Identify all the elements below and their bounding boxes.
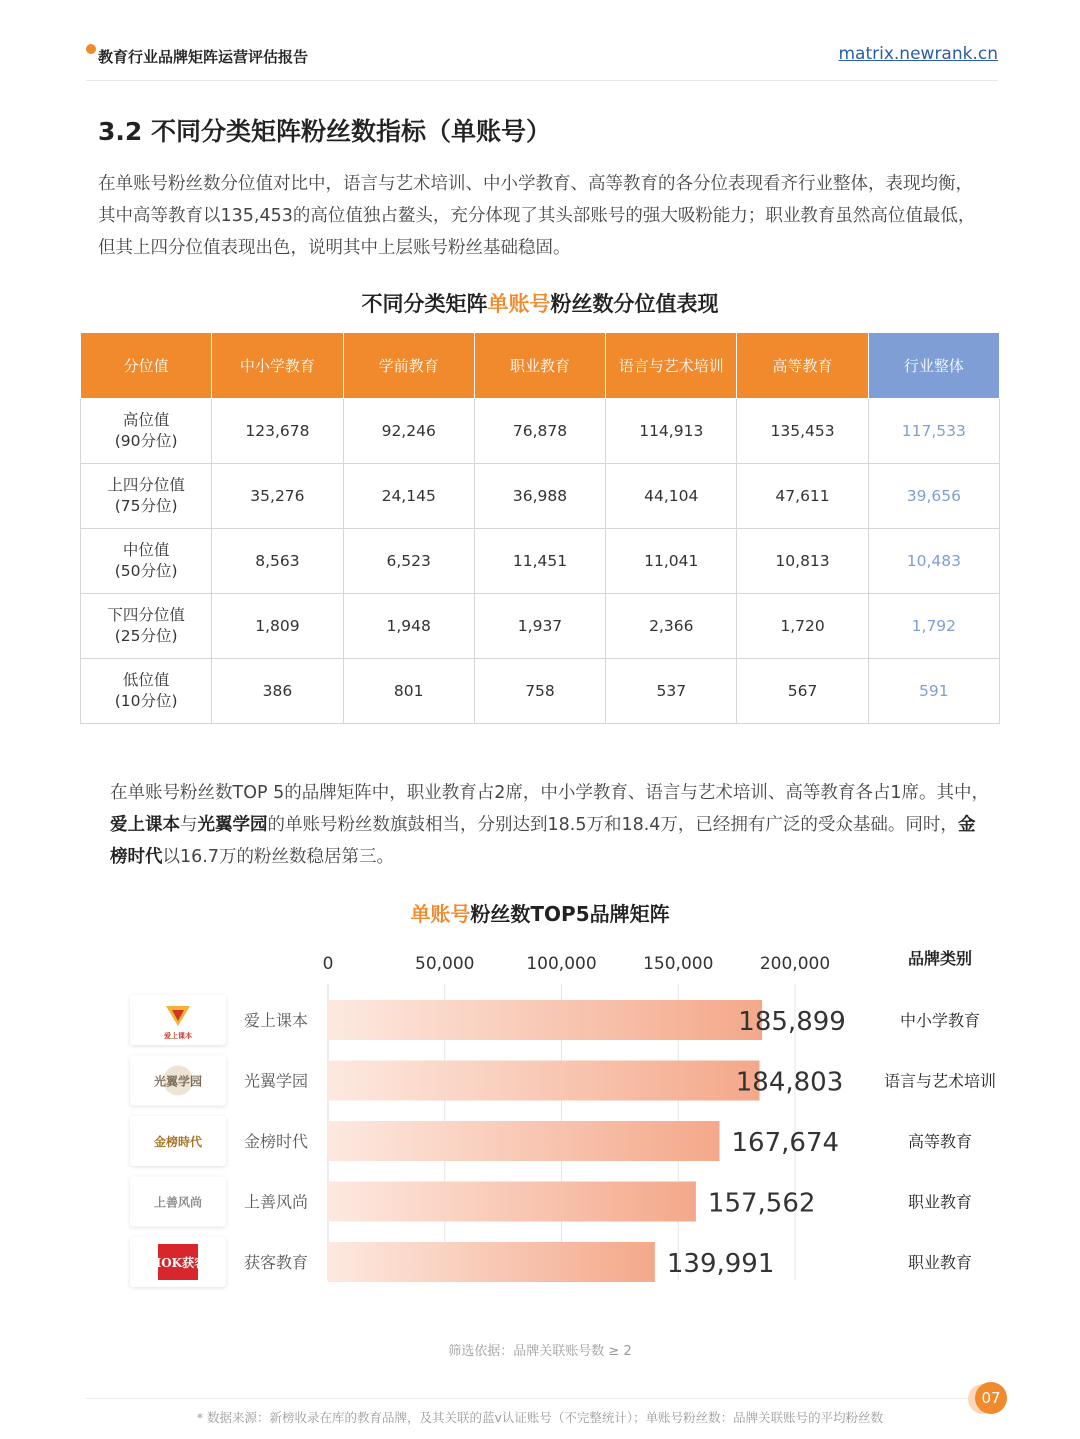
- table-cell: 11,041: [606, 529, 737, 594]
- table-title-suffix: 粉丝数分位值表现: [550, 292, 719, 316]
- table-row: [81, 399, 1000, 464]
- table-cell-overall: 10,483: [868, 529, 999, 594]
- table-header-cell: 高等教育: [737, 333, 868, 399]
- row-label-name: 中位值: [122, 541, 170, 559]
- table-row: [81, 659, 1000, 724]
- row-label: [81, 659, 212, 724]
- table-header-row: [81, 333, 1000, 399]
- top5-bar-chart: [0, 940, 1080, 1335]
- brand-logo-text: 光翼学园: [153, 1074, 203, 1089]
- bar-value-label: 157,562: [707, 1188, 816, 1219]
- section-title: 3.2 不同分类矩阵粉丝数指标（单账号）: [98, 117, 551, 146]
- bar-value-label: 184,803: [735, 1067, 844, 1098]
- percentile-table: [80, 332, 1000, 724]
- table-row: [81, 594, 1000, 659]
- row-label: [81, 464, 212, 529]
- table-title-highlight: 单账号: [487, 292, 551, 316]
- chart-title-suffix: 粉丝数TOP5品牌矩阵: [470, 902, 670, 926]
- report-title: 教育行业品牌矩阵运营评估报告: [98, 48, 309, 66]
- brand-emphasis: 光翼学园: [197, 815, 268, 835]
- row-label-percentile: (75分位): [114, 497, 178, 515]
- table-cell: 11,451: [474, 529, 605, 594]
- brand-type-header: 品牌类别: [907, 949, 973, 968]
- text-run: 以16.7万的粉丝数稳居第三。: [162, 847, 394, 867]
- table-header-cell: 行业整体: [868, 333, 999, 399]
- chart-title: [0, 898, 1080, 927]
- brand-name-label: 获客教育: [243, 1253, 309, 1272]
- page-header: [86, 40, 998, 81]
- brand-name-label: 金榜时代: [243, 1132, 309, 1151]
- brand-emphasis: 金榜时代: [110, 815, 976, 867]
- brand-logo-text: 金榜時代: [153, 1135, 203, 1149]
- table-cell: 10,813: [737, 529, 868, 594]
- brand-type-label: 职业教育: [907, 1253, 973, 1272]
- brand-name-label: 爱上课本: [243, 1011, 309, 1030]
- brand-logo-text: HOK获客: [149, 1256, 207, 1270]
- brand-type-label: 高等教育: [907, 1132, 973, 1151]
- table-cell-overall: 117,533: [868, 399, 999, 464]
- table-header-cell: 学前教育: [343, 333, 474, 399]
- brand-type-label: 中小学教育: [899, 1011, 981, 1030]
- filter-note: 筛选依据：品牌关联账号数 ≥ 2: [448, 1344, 632, 1359]
- row-label-name: 上四分位值: [107, 476, 185, 494]
- table-cell: 801: [343, 659, 474, 724]
- table-row: [81, 464, 1000, 529]
- table-cell: 1,937: [474, 594, 605, 659]
- row-label: [81, 399, 212, 464]
- table-cell: 1,948: [343, 594, 474, 659]
- bar-value-label: 185,899: [738, 1007, 846, 1037]
- row-label: [81, 594, 212, 659]
- text-run: 的单账号粉丝数旗鼓相当，分别达到18.5万和18.4万，已经拥有广泛的受众基础。同时，: [267, 815, 958, 835]
- table-cell-overall: 39,656: [868, 464, 999, 529]
- table-title: [0, 288, 1080, 318]
- intro-paragraph: 在单账号粉丝数分位值对比中，语言与艺术培训、中小学教育、高等教育的各分位表现看齐行业整体，表现均衡，其中高等教育以135,453的高位值独占鳌头，充分体现了其头部账号的强大吸粉能力；职业教育虽然高位值最低，但其上四分位值表现出色，说明其中上层账号粉丝基础稳固。: [98, 174, 976, 258]
- table-header-cell: 中小学教育: [212, 333, 343, 399]
- table-cell: 92,246: [343, 399, 474, 464]
- bullet-icon: [86, 44, 96, 54]
- table-cell: 2,366: [606, 594, 737, 659]
- row-label-percentile: (10分位): [114, 692, 178, 710]
- table-cell: 135,453: [737, 399, 868, 464]
- top5-paragraph: [110, 777, 990, 873]
- text-run: 与: [180, 815, 198, 835]
- footer-divider: [86, 1398, 998, 1399]
- table-cell: 386: [212, 659, 343, 724]
- text-run: 在单账号粉丝数TOP 5的品牌矩阵中，职业教育占2席，中小学教育、语言与艺术培训、高等教育各占1席。其中，: [110, 783, 989, 803]
- row-label-percentile: (25分位): [114, 627, 178, 645]
- brand-logo-text: 上善风尚: [153, 1195, 203, 1210]
- table-header-cell: 分位值: [81, 333, 212, 399]
- row-label-name: 下四分位值: [107, 606, 185, 624]
- row-label-percentile: (50分位): [114, 562, 178, 580]
- axis-tick-label: 0: [322, 954, 334, 974]
- table-title-prefix: 不同分类矩阵: [361, 292, 488, 316]
- table-cell: 44,104: [606, 464, 737, 529]
- table-cell: 35,276: [212, 464, 343, 529]
- table-cell: 1,809: [212, 594, 343, 659]
- table-cell: 537: [606, 659, 737, 724]
- bar: [328, 1182, 696, 1222]
- table-cell: 567: [737, 659, 868, 724]
- row-label-name: 高位值: [122, 411, 170, 429]
- table-cell: 76,878: [474, 399, 605, 464]
- table-cell: 1,720: [737, 594, 868, 659]
- table-cell-overall: 1,792: [868, 594, 999, 659]
- axis-tick-label: 100,000: [526, 954, 597, 974]
- brand-emphasis: 爱上课本: [110, 815, 180, 835]
- table-header-cell: 职业教育: [474, 333, 605, 399]
- row-label-percentile: (90分位): [114, 432, 178, 450]
- brand-name-label: 光翼学园: [243, 1071, 309, 1091]
- table-row: [81, 529, 1000, 594]
- data-source-footnote: * 数据来源：新榜收录在库的教育品牌，及其关联的蓝v认证账号（不完整统计）；单账号粉丝数：品牌关联账号的平均粉丝数: [196, 1410, 884, 1425]
- row-label: [81, 529, 212, 594]
- site-link[interactable]: matrix.newrank.cn: [838, 44, 998, 64]
- table-header-cell: 语言与艺术培训: [606, 333, 737, 399]
- table-cell: 6,523: [343, 529, 474, 594]
- bar-value-label: 139,991: [666, 1249, 775, 1279]
- brand-type-label: 语言与艺术培训: [883, 1071, 997, 1091]
- chart-title-highlight: 单账号: [410, 902, 471, 926]
- table-cell: 24,145: [343, 464, 474, 529]
- table-cell: 758: [474, 659, 605, 724]
- axis-tick-label: 200,000: [759, 954, 831, 974]
- bar: [328, 1121, 720, 1161]
- table-cell: 114,913: [606, 399, 737, 464]
- table-cell: 123,678: [212, 399, 343, 464]
- table-cell: 47,611: [737, 464, 868, 529]
- bar: [328, 1000, 762, 1040]
- bar: [328, 1061, 760, 1101]
- table-cell: 36,988: [474, 464, 605, 529]
- page-number: 07: [975, 1382, 1007, 1414]
- table-cell-overall: 591: [868, 659, 999, 724]
- axis-tick-label: 150,000: [643, 954, 714, 974]
- brand-logo-text: 爱上课本: [164, 1031, 192, 1040]
- bar-value-label: 167,674: [731, 1128, 840, 1158]
- table-cell: 8,563: [212, 529, 343, 594]
- brand-name-label: 上善风尚: [243, 1192, 309, 1212]
- row-label-name: 低位值: [122, 671, 170, 689]
- brand-type-label: 职业教育: [907, 1192, 973, 1212]
- axis-tick-label: 50,000: [415, 954, 475, 974]
- bar: [328, 1242, 655, 1282]
